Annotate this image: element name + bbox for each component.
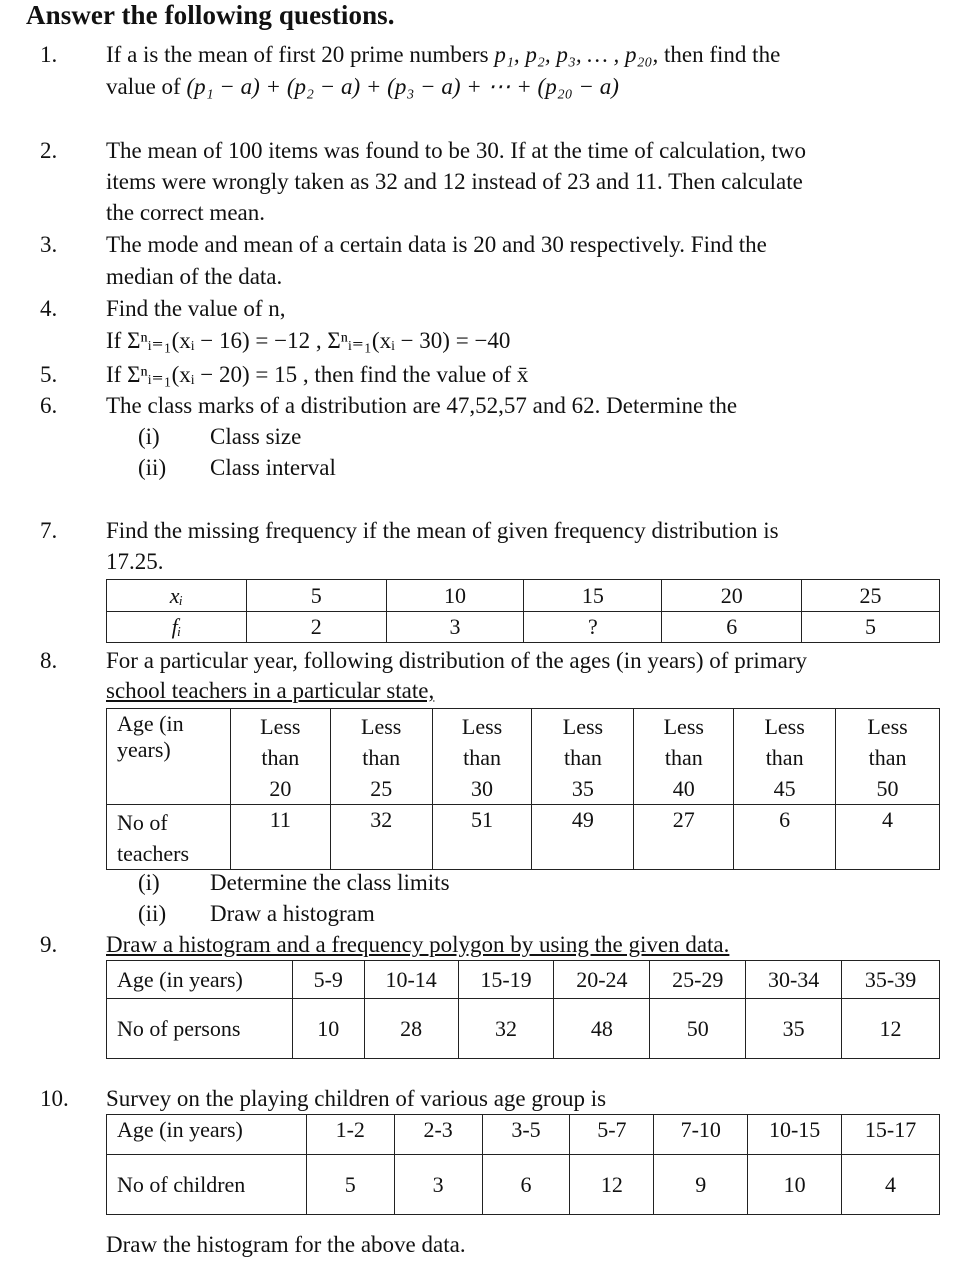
q10-age-row [107,1115,940,1155]
q3-line-2: median of the data. [106,264,283,289]
q1-expression: (p₁ − a) + (p₂ − a) + (p₃ − a) + ⋯ + (p₂₀ − a) [186,74,619,99]
q7-x-value: 10 [386,580,524,612]
q8-age-cell [634,709,734,805]
q7-number: 7. [40,518,58,543]
q7-f-header: fᵢ [107,612,247,643]
q6-sub-1-text: Class size [210,424,302,449]
q8-teachers-value: 11 [230,805,330,870]
q8-age-cell [836,709,940,805]
q8-age-value: 50 [876,776,899,801]
q8-age-header [107,709,231,805]
q10-children-value: 4 [842,1155,940,1215]
q10-children-value: 6 [482,1155,570,1215]
q10-age-value: 2-3 [394,1115,482,1155]
q8-age-value: 25 [370,776,393,801]
q1-line-2 [106,74,619,100]
q8-age-row [107,709,940,805]
q1-primes-sequence: p₁, p₂, p₃, … , p₂₀, [494,42,659,67]
q8-sub-2-text: Draw a histogram [210,901,375,926]
q1-line1-pre: If a is the mean of first 20 prime numbers [106,42,495,67]
q8-age-cell [734,709,836,805]
q9-age-value: 35-39 [842,961,940,999]
q8-teachers-value: 32 [330,805,432,870]
q8-age-cell [532,709,634,805]
q5-number: 5. [40,362,58,387]
q10-footer: Draw the histogram for the above data. [106,1232,466,1257]
q10-age-value: 10-15 [748,1115,842,1155]
q10-number: 10. [40,1086,69,1111]
q8-teachers-value: 51 [432,805,532,870]
q8-sub-1-label: (i) [138,870,160,895]
q1-line1-post: then find the [658,42,781,67]
q8-less-label: Less [663,714,704,739]
q2-line-3: the correct mean. [106,200,265,225]
q8-age-cell [330,709,432,805]
q8-than-label: than [261,745,300,770]
q7-f-value: 3 [386,612,524,643]
q7-x-header: xᵢ [107,580,247,612]
q8-teachers-value: 4 [836,805,940,870]
q2-line-1: The mean of 100 items was found to be 30. If at the time of calculation, two [106,138,807,163]
q8-less-label: Less [764,714,805,739]
q9-line-1-text: Draw a histogram and a frequency polygon by using the given data. [106,932,730,957]
q4-line-1: Find the value of n, [106,296,286,321]
q9-persons-header: No of persons [107,999,293,1059]
q10-age-header: Age (in years) [107,1115,307,1155]
q6-line-1: The class marks of a distribution are 47,52,57 and 62. Determine the [106,393,738,418]
q8-teachers-header [107,805,231,870]
q9-age-value: 25-29 [650,961,746,999]
q8-teachers-table [106,708,940,870]
q8-than-label: than [765,745,804,770]
q8-line-2-text: school teachers in a particular state, [106,678,435,703]
q8-age-value: 30 [471,776,494,801]
q9-persons-value: 48 [554,999,650,1059]
q7-x-value: 15 [524,580,662,612]
q8-teachers-value: 49 [532,805,634,870]
q6-sub-2-text: Class interval [210,455,336,480]
q9-persons-value: 10 [292,999,364,1059]
q7-frequency-table [106,579,940,643]
q10-age-value: 5-7 [570,1115,654,1155]
q8-less-label: Less [361,714,402,739]
q9-number: 9. [40,932,58,957]
q9-age-table [106,960,940,1059]
q8-less-label: Less [461,714,503,739]
q9-age-value: 30-34 [746,961,842,999]
q8-less-label: Less [260,714,301,739]
q7-f-row [107,612,940,643]
q7-line-1: Find the missing frequency if the mean of given frequency distribution is [106,518,779,543]
q8-number: 8. [40,648,58,673]
q10-children-header: No of children [107,1155,307,1215]
q5-line-1: If Σⁿᵢ₌₁(xᵢ − 20) = 15 , then find the value of x̄ [106,362,529,387]
q9-persons-value: 28 [364,999,458,1059]
q9-persons-value: 35 [746,999,842,1059]
q6-sub-1-label: (i) [138,424,160,449]
q8-teachers-value: 6 [734,805,836,870]
q7-x-value: 5 [246,580,386,612]
worksheet-heading: Answer the following questions. [26,0,395,30]
q7-f-value: 6 [662,612,802,643]
q8-teachers-header-line-1: No of [117,810,168,835]
q10-children-value: 3 [394,1155,482,1215]
q9-age-value: 20-24 [554,961,650,999]
q1-line2-pre: value of [106,74,187,99]
q8-sub-2-label: (ii) [138,901,167,926]
q1-line-1 [106,42,780,68]
q8-teachers-value: 27 [634,805,734,870]
q7-f-value-missing: ? [524,612,662,643]
q9-age-value: 10-14 [364,961,458,999]
q10-age-value: 15-17 [842,1115,940,1155]
q8-age-value: 20 [269,776,292,801]
q9-age-value: 5-9 [292,961,364,999]
q3-number: 3. [40,232,58,257]
q9-age-value: 15-19 [458,961,554,999]
q1-number: 1. [40,42,58,67]
q2-line-2: items were wrongly taken as 32 and 12 instead of 23 and 11. Then calculate [106,169,803,194]
q8-age-value: 35 [571,776,594,801]
q4-line-2: If Σⁿᵢ₌₁(xᵢ − 16) = −12 , Σⁿᵢ₌₁(xᵢ − 30) = −40 [106,328,511,353]
q10-children-value: 10 [748,1155,842,1215]
q8-age-header-line-1: Age (in [117,711,184,736]
q4-number: 4. [40,296,58,321]
q8-than-label: than [362,745,401,770]
q10-age-value: 1-2 [306,1115,394,1155]
q9-persons-value: 12 [842,999,940,1059]
q8-age-value: 45 [773,776,796,801]
q8-line-2 [106,678,434,704]
q10-children-value: 9 [654,1155,748,1215]
q10-children-row [107,1155,940,1215]
q10-age-value: 3-5 [482,1115,570,1155]
q8-teachers-row [107,805,940,870]
q8-than-label: than [868,745,907,770]
q8-sub-1-text: Determine the class limits [210,870,450,895]
q8-than-label: than [664,745,703,770]
q8-age-value: 40 [672,776,695,801]
q9-line-1 [106,932,729,958]
q10-line-1: Survey on the playing children of various age group is [106,1086,607,1111]
q9-persons-value: 50 [650,999,746,1059]
q8-line-1: For a particular year, following distribution of the ages (in years) of primary [106,648,808,673]
q8-age-header-line-2: years) [117,737,171,762]
q8-teachers-header-line-2: teachers [117,841,190,866]
q7-x-value: 25 [802,580,940,612]
q8-age-cell [230,709,330,805]
q2-number: 2. [40,138,58,163]
q7-line-2: 17.25. [106,549,164,574]
q9-age-header: Age (in years) [107,961,293,999]
q10-age-value: 7-10 [654,1115,748,1155]
q8-age-cell [432,709,532,805]
q9-age-row [107,961,940,999]
q9-persons-row [107,999,940,1059]
q7-f-value: 2 [246,612,386,643]
q7-x-row [107,580,940,612]
q8-less-label: Less [562,714,604,739]
q10-children-table [106,1114,940,1215]
q6-number: 6. [40,393,58,418]
q9-persons-value: 32 [458,999,554,1059]
q10-children-value: 12 [570,1155,654,1215]
q8-less-label: Less [867,714,908,739]
q6-sub-2-label: (ii) [138,455,167,480]
q8-than-label: than [563,745,602,770]
q3-line-1: The mode and mean of a certain data is 20 and 30 respectively. Find the [106,232,767,257]
q10-children-value: 5 [306,1155,394,1215]
q7-x-value: 20 [662,580,802,612]
q7-f-value: 5 [802,612,940,643]
q8-than-label: than [463,745,501,770]
